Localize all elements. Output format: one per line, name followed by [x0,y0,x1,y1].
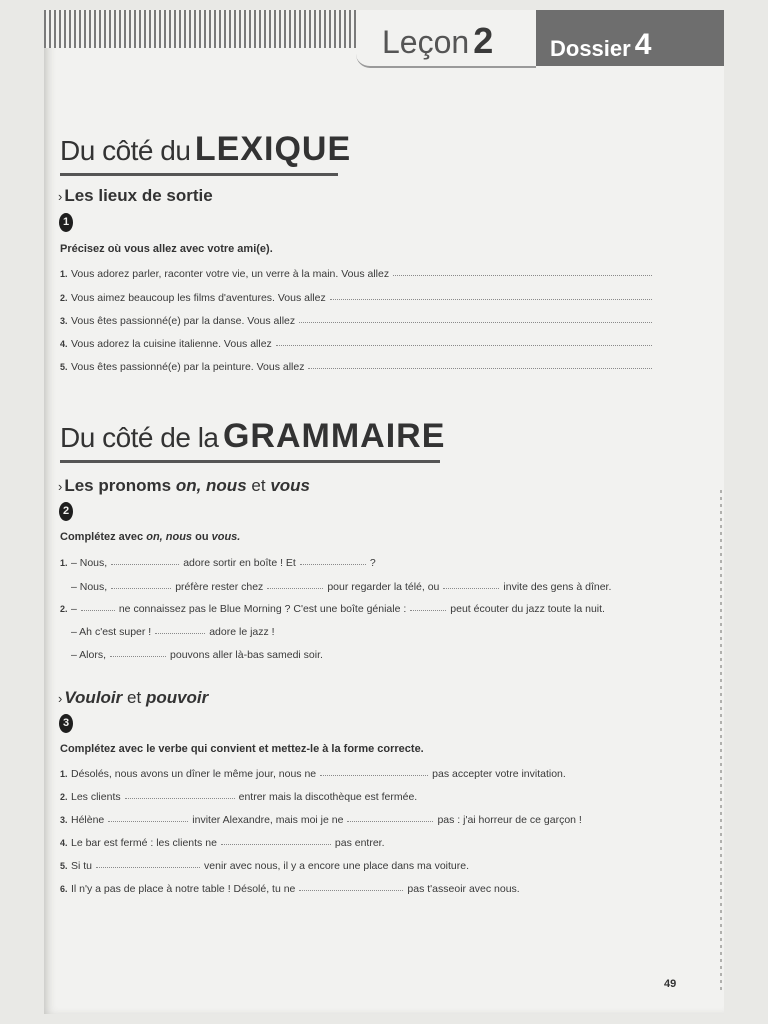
answer-blank[interactable] [111,587,171,589]
exercise-line: 2. Vous aimez beaucoup les films d'aventures. Vous allez [60,292,656,304]
chevron-icon: › [58,189,63,204]
section-title-grammaire: Du côté de la GRAMMAIRE [60,417,440,463]
exercise-instruction: Complétez avec on, nous ou vous. [60,531,241,543]
exercise-line: – Nous, préfère rester chez pour regarder la télé, ou invite des gens à dîner. [71,581,612,593]
answer-blank[interactable] [300,563,366,565]
answer-blank[interactable] [410,609,446,611]
subhead-lieux-de-sortie: › Les lieux de sortie [58,186,213,205]
answer-blank[interactable] [267,587,323,589]
answer-blank[interactable] [155,632,205,634]
dossier-label: Dossier 4 [536,10,724,66]
answer-blank[interactable] [308,367,652,369]
exercise-line: – Ah c'est super ! adore le jazz ! [71,626,275,638]
answer-blank[interactable] [81,609,115,611]
exercise-line: 2. – ne connaissez pas le Blue Morning ? C'est une boîte géniale : peut écouter du jazz toute la nuit. [60,603,605,615]
exercise-line: 4. Le bar est fermé : les clients ne pas entrer. [60,837,385,849]
answer-blank[interactable] [443,587,499,589]
exercise-line: 5. Si tu venir avec nous, il y a encore une place dans ma voiture. [60,860,469,872]
exercise-instruction: Complétez avec le verbe qui convient et mettez-le à la forme correcte. [60,743,424,755]
answer-blank[interactable] [330,298,652,300]
answer-blank[interactable] [276,344,652,346]
exercise-line: 5. Vous êtes passionné(e) par la peinture. Vous allez [60,361,656,373]
header-stripe-decoration [44,10,356,48]
exercise-number-badge: 3 [59,714,73,733]
page-edge-decoration [720,490,722,990]
chevron-icon: › [58,691,63,706]
exercise-number-badge: 1 [59,213,73,232]
exercise-line: 1. Désolés, nous avons un dîner le même jour, nous ne pas accepter votre invitation. [60,768,566,780]
subhead-pronoms: › Les pronoms on, nous et vous [58,476,310,495]
section-title-lexique: Du côté du LEXIQUE [60,130,338,176]
exercise-line: 1. – Nous, adore sortir en boîte ! Et ? [60,557,376,569]
answer-blank[interactable] [320,774,428,776]
chevron-icon: › [58,479,63,494]
answer-blank[interactable] [299,889,403,891]
answer-blank[interactable] [393,274,652,276]
exercise-line: – Alors, pouvons aller là-bas samedi soir. [71,649,323,661]
exercise-line: 3. Hélène inviter Alexandre, mais moi je ne pas : j'ai horreur de ce garçon ! [60,814,582,826]
answer-blank[interactable] [108,820,188,822]
exercise-line: 1. Vous adorez parler, raconter votre vie, un verre à la main. Vous allez [60,268,656,280]
exercise-line: 2. Les clients entrer mais la discothèque est fermée. [60,791,418,803]
exercise-number-badge: 2 [59,502,73,521]
answer-blank[interactable] [221,843,331,845]
exercise-line: 3. Vous êtes passionné(e) par la danse. Vous allez [60,315,656,327]
answer-blank[interactable] [111,563,179,565]
exercise-line: 6. Il n'y a pas de place à notre table ! Désolé, tu ne pas t'asseoir avec nous. [60,883,520,895]
answer-blank[interactable] [299,321,652,323]
lecon-label: Leçon 2 [382,20,494,61]
answer-blank[interactable] [96,866,200,868]
answer-blank[interactable] [110,655,166,657]
subhead-vouloir-pouvoir: › Vouloir et pouvoir [58,688,209,707]
exercise-instruction: Précisez où vous allez avec votre ami(e). [60,243,273,255]
exercise-line: 4. Vous adorez la cuisine italienne. Vous allez [60,338,656,350]
answer-blank[interactable] [125,797,235,799]
page-number: 49 [664,978,677,990]
answer-blank[interactable] [347,820,433,822]
